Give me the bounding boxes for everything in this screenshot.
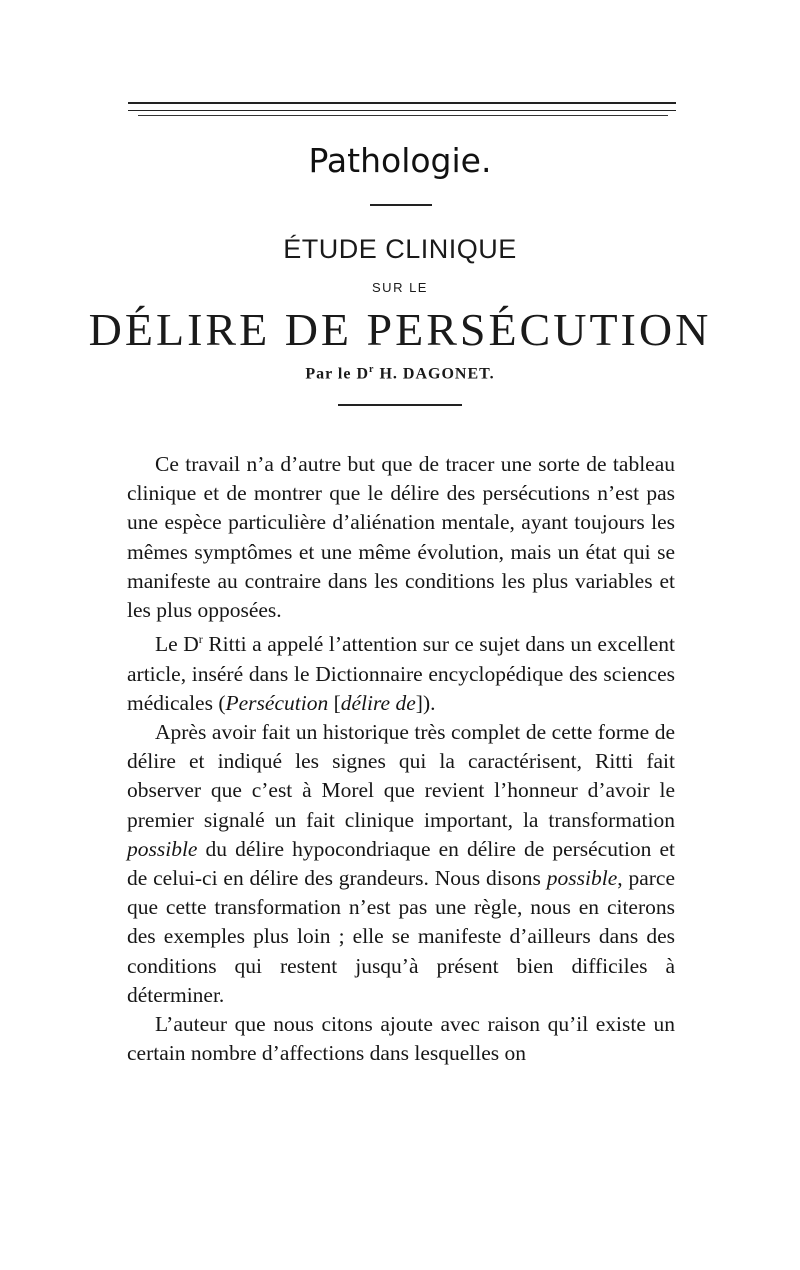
article-kicker: ÉTUDE CLINIQUE <box>283 234 517 264</box>
p2-italic-2: délire de <box>340 690 416 715</box>
section-divider <box>370 204 432 206</box>
top-rule-thin <box>128 110 676 111</box>
author-sup: r <box>369 364 375 375</box>
author-name: H. DAGONET. <box>374 365 495 383</box>
p2-text-a: Le D <box>155 632 199 657</box>
p3-text-a: Après avoir fait un historique très complet de cette forme de délire et indiqué les signes qui la caractérisent, Ritti fait observer que c’est à Morel que revient l’honneur d’avoir le premier signalé un fait clinique important, la transformation <box>127 719 675 832</box>
p3-text-c: , parce que cette transformation n’est pas une règle, nous en citerons des exemples plus loin ; elle se manifeste d’ailleurs dans des conditions qui restent jusqu’à présent bien difficiles à déterminer. <box>127 866 675 1007</box>
title-divider <box>338 404 462 406</box>
p3-italic-2: possible <box>546 866 618 890</box>
p3-text-b: du délire hypocondriaque en délire de persécution et de celui-ci en délire des grandeurs. Nous disons <box>127 836 675 890</box>
p2-italic-1: Persécution <box>225 690 329 715</box>
article-connector: SUR LE <box>372 280 428 295</box>
p2-text-c: [ <box>328 690 341 715</box>
section-title: Pathologie. <box>308 141 492 180</box>
p2-text-d: ]). <box>415 690 436 715</box>
top-rule-inner <box>138 115 668 116</box>
article-author <box>0 360 800 384</box>
paragraph-1: Ce travail n’a d’autre but que de tracer une sorte de tableau clinique et de montrer que le délire des persécutions n’est pas une espèce particulière d’aliénation mentale, ayant toujours les mêmes symptômes et une même évolution, mais un état qui se manifeste au contraire dans les conditions les plus variables et les plus opposées. <box>127 452 675 623</box>
author-prefix: Par le D <box>305 365 370 383</box>
paragraph-2 <box>127 625 675 718</box>
paragraph-4: L’auteur que nous citons ajoute avec raison qu’il existe un certain nombre d’affections dans lesquelles on <box>127 1012 675 1066</box>
article-title: DÉLIRE DE PERSÉCUTION <box>88 304 712 355</box>
p3-italic-1: possible <box>127 836 198 861</box>
top-rule-thick <box>128 102 676 104</box>
p2-sup: r <box>198 632 203 647</box>
p2-text-b: Ritti a appelé l’attention sur ce sujet dans un excellent article, inséré dans le Dictionnaire encyclopédique des sciences médicales ( <box>127 632 676 715</box>
article-body <box>127 450 675 1068</box>
paragraph-3 <box>127 718 675 1010</box>
